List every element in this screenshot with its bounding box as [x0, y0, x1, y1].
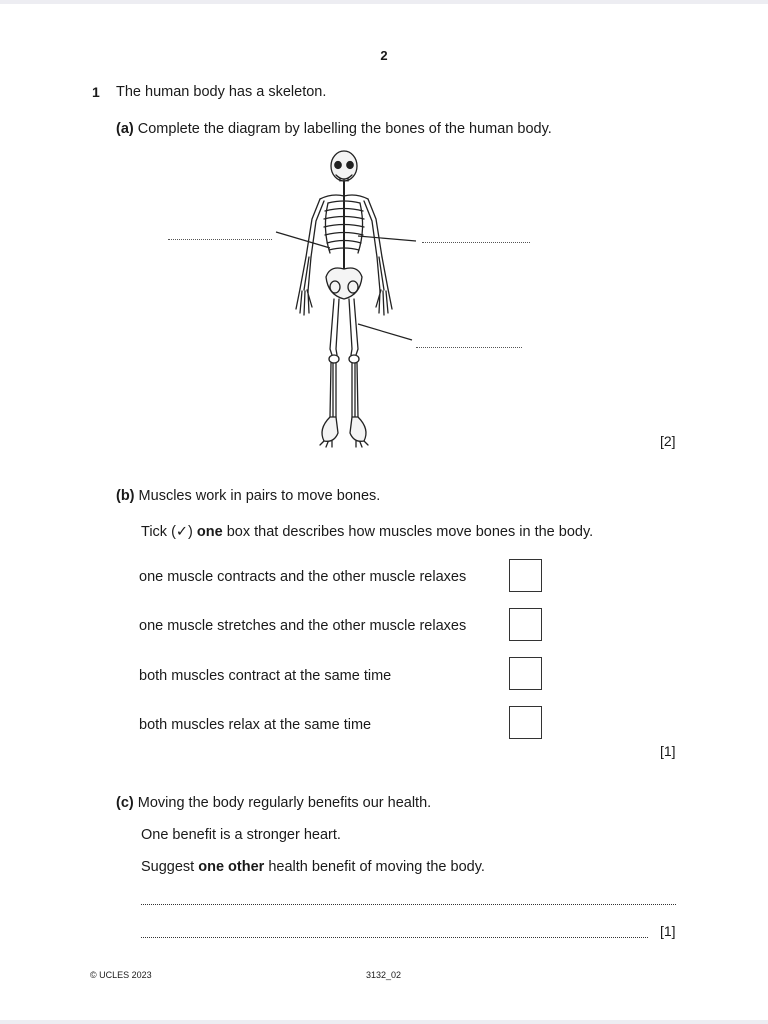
part-c-text: Moving the body regularly benefits our health.	[137, 795, 432, 811]
part-c-marks: [1]	[660, 923, 676, 939]
part-a-marks: [2]	[660, 433, 676, 449]
option-2-text: one muscle stretches and the other muscle relaxes	[139, 618, 467, 634]
part-a-prompt	[116, 121, 552, 137]
part-b-label: (b)	[116, 488, 135, 504]
option-4-text: both muscles relax at the same time	[139, 717, 372, 733]
question-stem: The human body has a skeleton.	[116, 84, 327, 100]
part-b-intro	[116, 488, 380, 504]
instruction-bold: one	[196, 524, 223, 540]
prompt-bold: one other	[198, 859, 265, 875]
part-a-text: Complete the diagram by labelling the bones of the human body.	[137, 121, 552, 137]
label-blank-right-lower[interactable]	[416, 347, 522, 348]
option-1-text: one muscle contracts and the other muscle relaxes	[139, 569, 467, 585]
label-blank-right-upper[interactable]	[422, 242, 530, 243]
prompt-post: health benefit of moving the body.	[264, 859, 485, 875]
instruction-post: box that describes how muscles move bones in the body.	[222, 524, 594, 540]
footer-code: 3132_02	[366, 970, 402, 980]
part-a-label: (a)	[116, 121, 134, 137]
part-b-marks: [1]	[660, 743, 676, 759]
instruction-pre: Tick (✓)	[141, 524, 197, 540]
label-blank-left[interactable]	[168, 239, 272, 240]
option-4-checkbox[interactable]	[509, 706, 542, 739]
answer-line-2[interactable]	[141, 937, 648, 938]
option-3-text: both muscles contract at the same time	[139, 668, 392, 684]
label-pointer-lines	[270, 224, 420, 349]
question-number: 1	[92, 84, 100, 100]
option-1-checkbox[interactable]	[509, 559, 542, 592]
part-c-prompt	[141, 859, 485, 875]
part-b-intro-text: Muscles work in pairs to move bones.	[138, 488, 381, 504]
footer-copyright: © UCLES 2023	[90, 970, 152, 980]
option-3-checkbox[interactable]	[509, 657, 542, 690]
prompt-pre: Suggest	[141, 859, 199, 875]
exam-page	[0, 4, 768, 1020]
option-2-checkbox[interactable]	[509, 608, 542, 641]
part-c-intro	[116, 795, 431, 811]
answer-line-1[interactable]	[141, 904, 676, 905]
part-c-given: One benefit is a stronger heart.	[141, 827, 341, 843]
part-b-instruction	[141, 524, 593, 540]
page-number: 2	[380, 48, 388, 63]
part-c-label: (c)	[116, 795, 134, 811]
